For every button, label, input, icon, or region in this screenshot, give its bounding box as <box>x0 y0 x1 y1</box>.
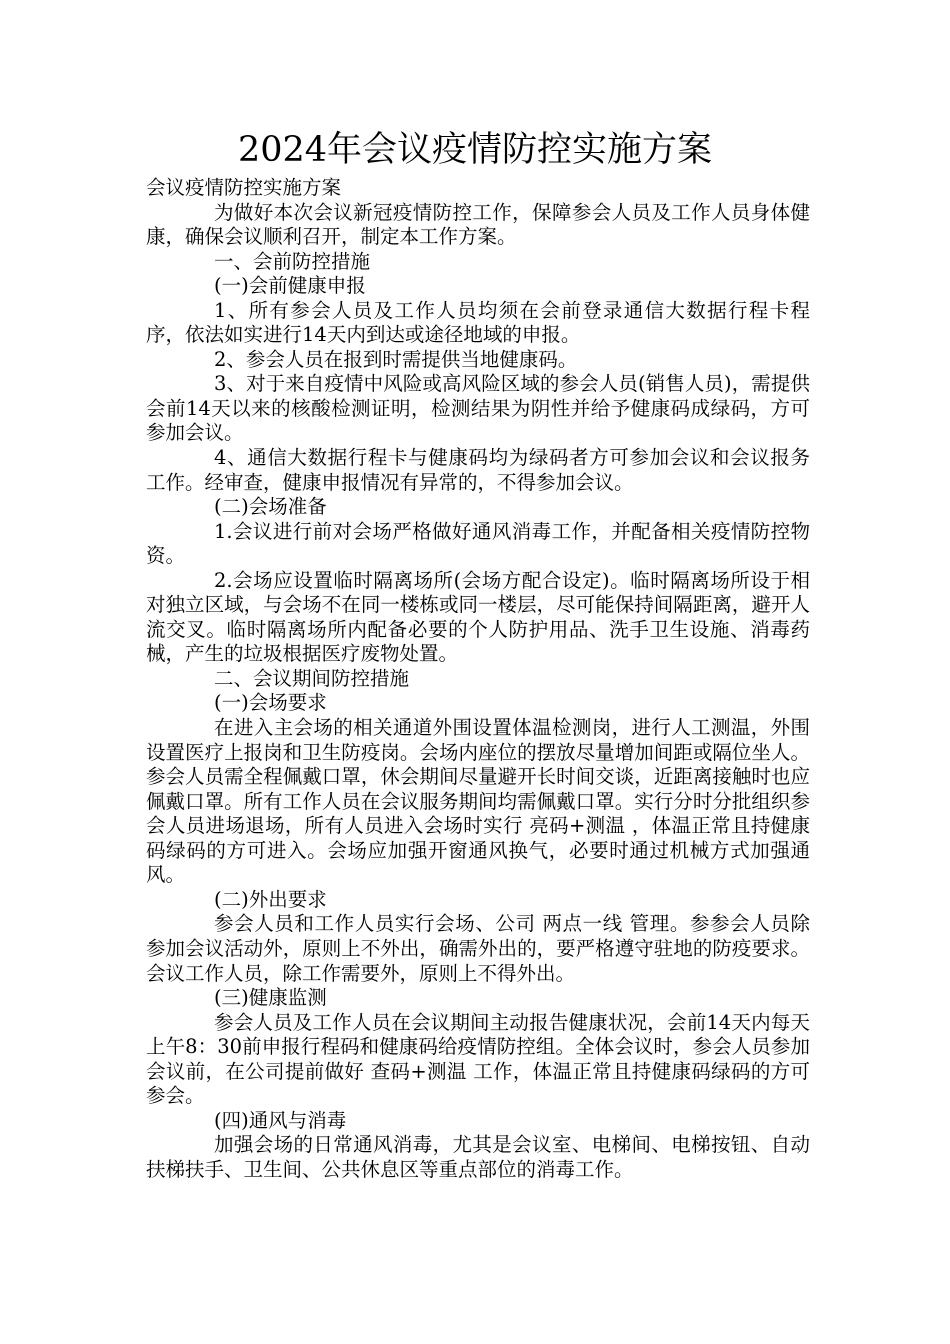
paragraph: (二)会场准备 <box>214 495 327 519</box>
paragraph: 3、对于来自疫情中风险或高风险区域的参会人员(销售人员)，需提供会前14天以来的核酸检测证明，检测结果为阴性并给予健康码成绿码，方可参加会议。 <box>146 372 810 445</box>
paragraph: 1、所有参会人员及工作人员均须在会前登录通信大数据行程卡程序，依法如实进行14天内到达或途径地域的申报。 <box>146 298 810 347</box>
paragraph: 1.会议进行前对会场严格做好通风消毒工作，并配备相关疫情防控物资。 <box>146 519 810 568</box>
paragraph: (一)会场要求 <box>214 691 327 715</box>
paragraph: 参会人员及工作人员在会议期间主动报告健康状况，会前14天内每天上午8：30前申报行程码和健康码给疫情防控组。全体会议时，参会人员参加会议前，在公司提前做好 查码+测温 工作，体温正常且持健康码绿码的方可参会。 <box>146 1010 810 1108</box>
paragraph: 二、会议期间防控措施 <box>214 666 410 690</box>
paragraph: 在进入主会场的相关通道外围设置体温检测岗，进行人工测温，外围设置医疗上报岗和卫生防疫岗。会场内座位的摆放尽量增加间距或隔位坐人。参会人员需全程佩戴口罩，休会期间尽量避开长时间交谈，近距离接触时也应佩戴口罩。所有工作人员在会议服务期间均需佩戴口罩。实行分时分批组织参会人员进场退场，所有人员进入会场时实行 亮码+测温 ，体温正常且持健康码绿码的方可进入。会场应加强开窗通风换气，必要时通过机械方式加强通风。 <box>146 716 810 887</box>
paragraph: (三)健康监测 <box>214 986 327 1010</box>
paragraph: 2、参会人员在报到时需提供当地健康码。 <box>214 347 578 371</box>
paragraph: 加强会场的日常通风消毒，尤其是会议室、电梯间、电梯按钮、自动扶梯扶手、卫生间、公共休息区等重点部位的消毒工作。 <box>146 1133 810 1181</box>
paragraph: 为做好本次会议新冠疫情防控工作，保障参会人员及工作人员身体健康，确保会议顺利召开，制定本工作方案。 <box>146 200 810 249</box>
paragraph: (二)外出要求 <box>214 887 327 911</box>
document-body <box>146 176 810 1182</box>
paragraph: 会议疫情防控实施方案 <box>146 176 342 199</box>
paragraph: (一)会前健康申报 <box>214 274 366 298</box>
paragraph: 一、会前防控措施 <box>214 249 371 273</box>
paragraph: 2.会场应设置临时隔离场所(会场方配合设定)。临时隔离场所设于相对独立区域，与会场不在同一楼栋或同一楼层，尽可能保持间隔距离，避开人流交叉。临时隔离场所内配备必要的个人防护用品、洗手卫生设施、消毒药械，产生的垃圾根据医疗废物处置。 <box>146 568 810 666</box>
paragraph: 参会人员和工作人员实行会场、公司 两点一线 管理。参参会人员除参加会议活动外，原则上不外出，确需外出的，要严格遵守驻地的防疫要求。会议工作人员，除工作需要外，原则上不得外出。 <box>146 912 810 985</box>
paragraph: (四)通风与消毒 <box>214 1108 347 1132</box>
paragraph: 4、通信大数据行程卡与健康码均为绿码者方可参加会议和会议报务工作。经审查，健康申报情况有异常的，不得参加会议。 <box>146 446 810 494</box>
document-title: 2024年会议疫情防控实施方案 <box>237 130 713 170</box>
